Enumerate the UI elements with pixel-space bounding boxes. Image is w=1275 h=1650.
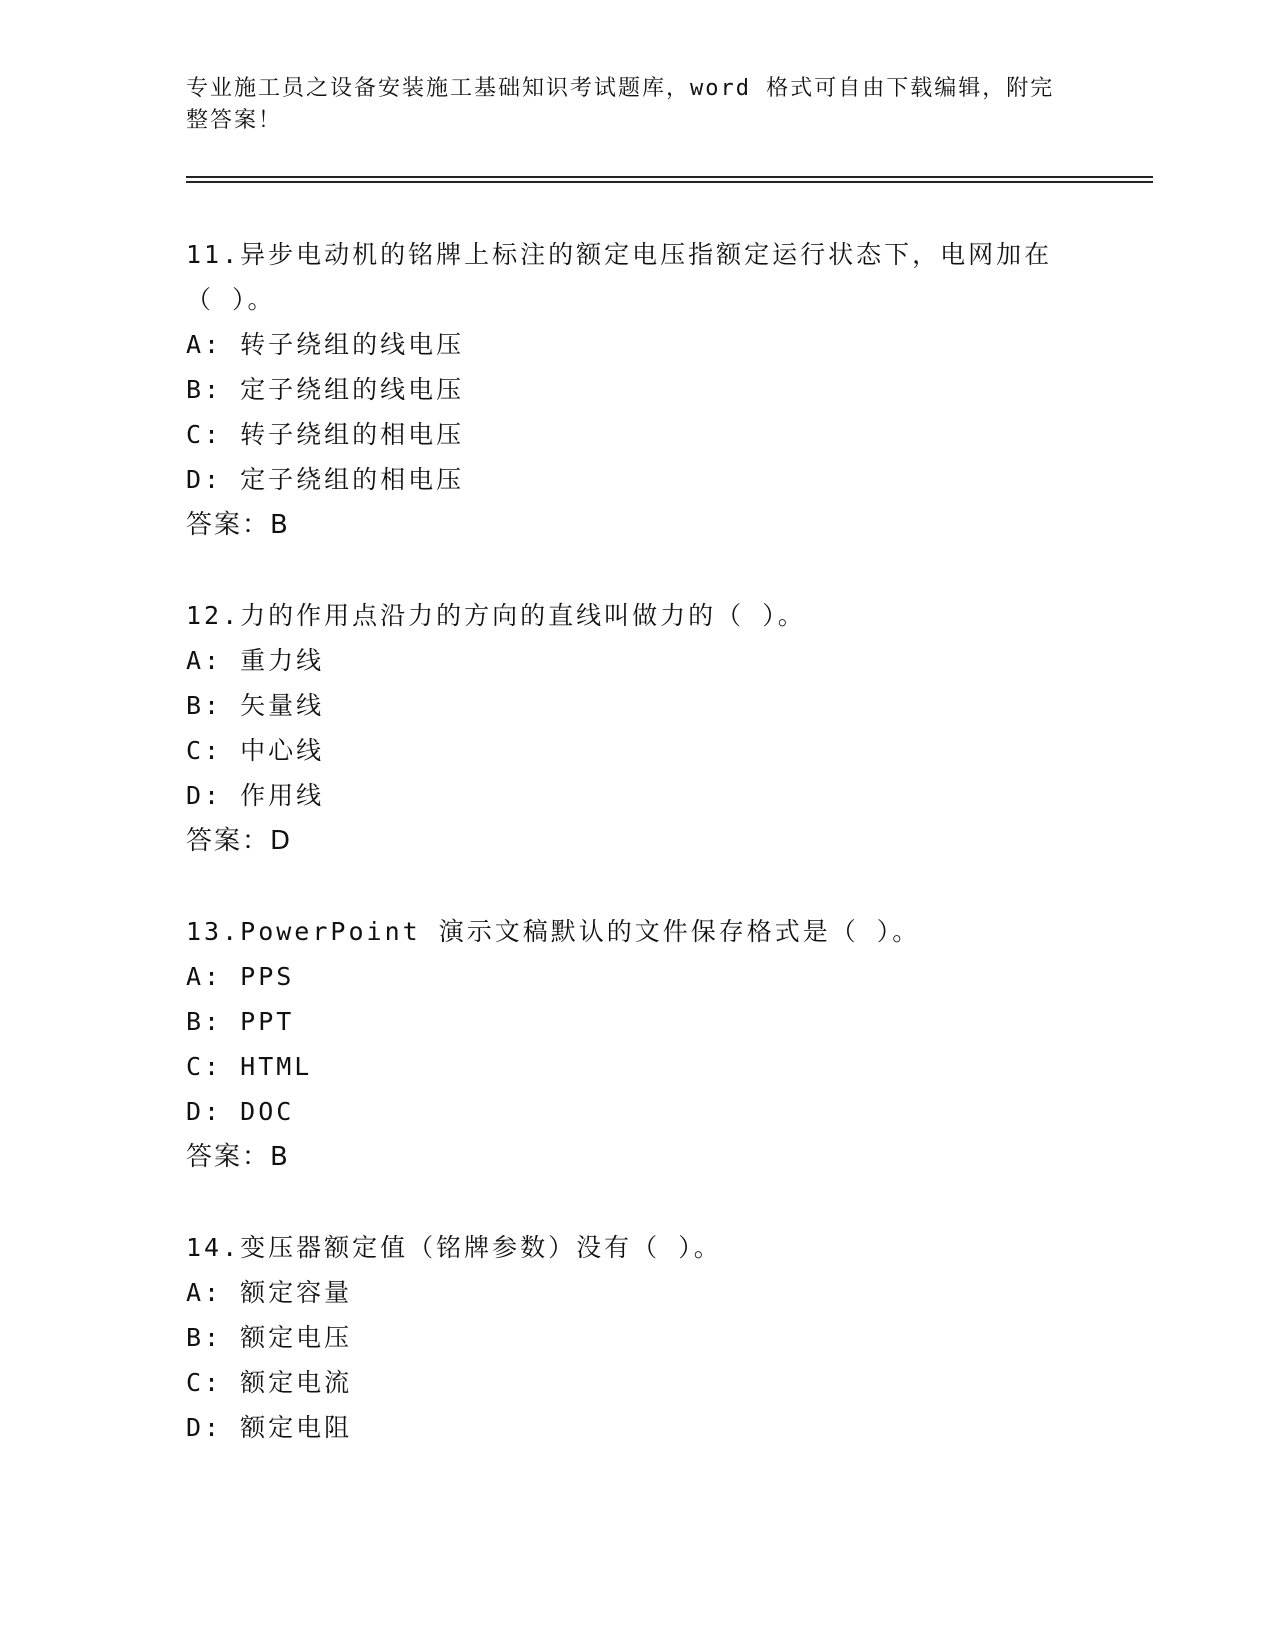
option-a: A: 转子绕组的线电压 [186,330,465,359]
question-stem: 12.力的作用点沿力的方向的直线叫做力的（ ）。 [186,601,806,630]
option-b: B: 定子绕组的线电压 [186,375,465,404]
answer: 答案：D [186,826,293,856]
question-stem-continued: （ ）。 [186,285,276,314]
option-b: B: PPT [186,1007,295,1036]
question-stem: 13.PowerPoint 演示文稿默认的文件保存格式是（ ）。 [186,917,921,946]
option-d: D: 定子绕组的相电压 [186,465,465,494]
option-d: D: 作用线 [186,781,325,810]
option-c: C: 额定电流 [186,1368,353,1397]
option-c: C: 中心线 [186,736,325,765]
option-b: B: 额定电压 [186,1323,353,1352]
option-d: D: DOC [186,1097,295,1126]
question-stem: 14.变压器额定值（铭牌参数）没有（ ）。 [186,1233,722,1262]
option-b: B: 矢量线 [186,691,325,720]
answer: 答案：B [186,510,290,540]
option-a: A: PPS [186,962,295,991]
question-stem: 11.异步电动机的铭牌上标注的额定电压指额定运行状态下，电网加在 [186,240,1053,269]
option-c: C: 转子绕组的相电压 [186,420,465,449]
option-a: A: 额定容量 [186,1278,353,1307]
header-rule-top [186,176,1153,178]
option-d: D: 额定电阻 [186,1413,353,1442]
header-text-line-1: 专业施工员之设备安装施工基础知识考试题库，word 格式可自由下载编辑，附完 [186,76,1055,101]
answer: 答案：B [186,1142,290,1172]
option-a: A: 重力线 [186,646,325,675]
header-rule-bottom [186,181,1153,183]
header-text-line-2: 整答案！ [186,108,283,133]
option-c: C: HTML [186,1052,313,1081]
